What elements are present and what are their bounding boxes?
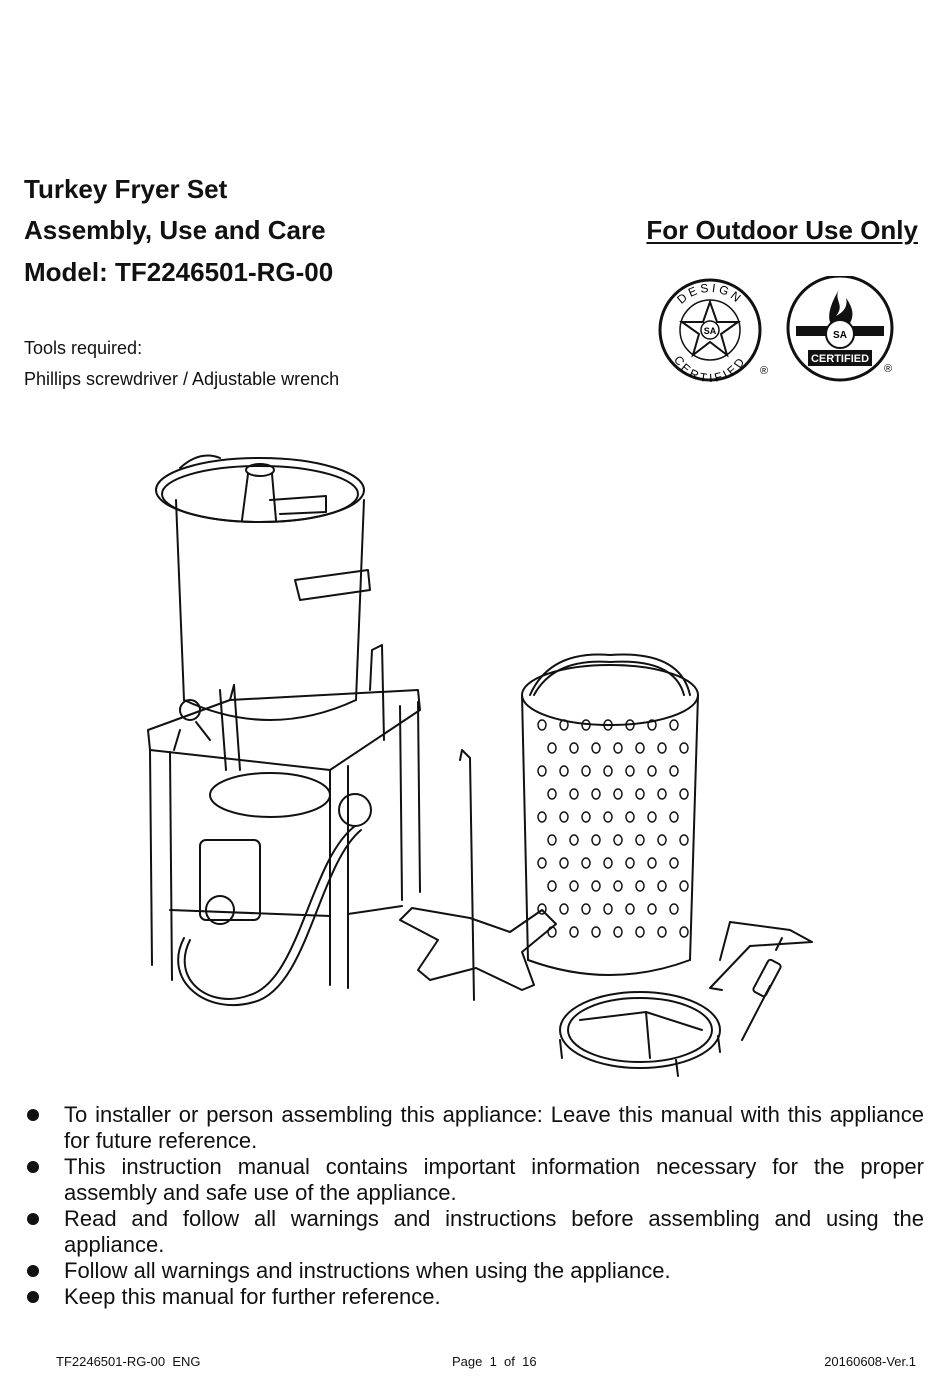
footer-page-number: Page 1 of 16 [452, 1354, 537, 1369]
note-text: This instruction manual contains important information necessary for the proper assembly and safe use of the appliance. [64, 1154, 924, 1205]
perforated-basket-drawing [522, 655, 698, 976]
title-line-2: Assembly, Use and Care [24, 215, 326, 245]
outdoor-use-notice: For Outdoor Use Only [646, 215, 918, 245]
basket-hole [604, 858, 612, 868]
bullet-icon [27, 1265, 39, 1277]
injector-drawing [742, 938, 782, 1040]
basket-holes [538, 720, 688, 937]
burner-stand-drawing [148, 645, 420, 988]
basket-hole [636, 835, 644, 845]
basket-hole [658, 835, 666, 845]
basket-hole [548, 789, 556, 799]
basket-hole [538, 720, 546, 730]
basket-hole [626, 904, 634, 914]
basket-hole [648, 858, 656, 868]
basket-hole [680, 789, 688, 799]
basket-hole [570, 789, 578, 799]
basket-hole [604, 904, 612, 914]
basket-hole [626, 858, 634, 868]
basket-hole [582, 858, 590, 868]
bullet-icon [27, 1161, 39, 1173]
basket-hole [592, 743, 600, 753]
note-text: Read and follow all warnings and instructions before assembling and using the appliance. [64, 1206, 924, 1257]
bullet-icon [27, 1291, 39, 1303]
svg-text:CERTIFIED [671, 353, 749, 382]
basket-hole [570, 835, 578, 845]
registered-mark-2: ® [884, 363, 893, 375]
basket-hole [636, 743, 644, 753]
basket-hole [614, 789, 622, 799]
tools-required-label: Tools required: [24, 338, 143, 358]
registered-mark-1: ® [760, 365, 769, 377]
list-item [24, 1154, 924, 1206]
title-line-3: Model: TF2246501-RG-00 [24, 257, 334, 287]
safety-notes-list [24, 1102, 924, 1310]
turkey-fryer-illustration [130, 440, 830, 1080]
basket-hole [658, 881, 666, 891]
footer-model: TF2246501-RG-00 ENG [56, 1354, 201, 1369]
basket-hole [582, 812, 590, 822]
basket-hole [582, 904, 590, 914]
page-footer [56, 1354, 916, 1370]
tools-required-list: Phillips screwdriver / Adjustable wrench [24, 369, 340, 389]
list-item [24, 1284, 924, 1310]
seal-bottom-text: CERTIFIED [670, 353, 750, 382]
list-item [24, 1206, 924, 1258]
basket-hole [680, 835, 688, 845]
basket-hole [548, 835, 556, 845]
basket-hole [548, 881, 556, 891]
basket-hole [570, 881, 578, 891]
basket-hole [560, 766, 568, 776]
basket-hole [680, 927, 688, 937]
basket-hole [538, 766, 546, 776]
basket-hole [560, 858, 568, 868]
basket-hole [670, 858, 678, 868]
basket-hole [592, 881, 600, 891]
basket-hole [592, 927, 600, 937]
basket-hole [614, 743, 622, 753]
bullet-icon [27, 1109, 39, 1121]
basket-hole [626, 812, 634, 822]
basket-hole [626, 766, 634, 776]
ring-rack-drawing [560, 992, 720, 1076]
title-line-1: Turkey Fryer Set [24, 174, 228, 204]
svg-text:SA: SA [833, 330, 847, 341]
basket-hole [648, 904, 656, 914]
note-text: Follow all warnings and instructions when using the appliance. [64, 1258, 671, 1283]
csa-certified-text: CERTIFIED [810, 353, 870, 365]
lifting-hook-drawing [710, 922, 812, 990]
note-text: Keep this manual for further reference. [64, 1284, 441, 1309]
basket-hole [636, 881, 644, 891]
regulator-hose-drawing [174, 700, 371, 1005]
basket-hole [548, 743, 556, 753]
basket-hole [604, 766, 612, 776]
basket-hole [648, 766, 656, 776]
basket-hole [538, 858, 546, 868]
list-item [24, 1258, 924, 1284]
basket-hole [570, 743, 578, 753]
basket-hole [604, 812, 612, 822]
basket-hole [680, 881, 688, 891]
basket-hole [592, 789, 600, 799]
note-text: To installer or person assembling this appliance: Leave this manual with this appliance for future reference. [64, 1102, 924, 1153]
design-certified-seal-icon [652, 278, 772, 382]
basket-hole [658, 743, 666, 753]
basket-hole [670, 812, 678, 822]
basket-hole [648, 812, 656, 822]
basket-hole [560, 904, 568, 914]
basket-hole [570, 927, 578, 937]
basket-hole [614, 835, 622, 845]
basket-hole [614, 881, 622, 891]
basket-hole [670, 720, 678, 730]
basket-hole [560, 812, 568, 822]
basket-hole [614, 927, 622, 937]
bullet-icon [27, 1213, 39, 1225]
csa-certified-mark-icon [786, 276, 906, 384]
basket-hole [670, 766, 678, 776]
basket-hole [658, 789, 666, 799]
basket-hole [636, 927, 644, 937]
basket-hole [636, 789, 644, 799]
basket-hole [592, 835, 600, 845]
basket-hole [538, 812, 546, 822]
list-item [24, 1102, 924, 1154]
basket-hole [582, 766, 590, 776]
basket-hole [658, 927, 666, 937]
seal-center-text: SA [703, 326, 717, 336]
footer-version: 20160608-Ver.1 [824, 1354, 916, 1369]
stock-pot-drawing [156, 456, 370, 720]
basket-hole [670, 904, 678, 914]
seal-top-text: DESIGN [674, 280, 746, 307]
basket-hole [680, 743, 688, 753]
